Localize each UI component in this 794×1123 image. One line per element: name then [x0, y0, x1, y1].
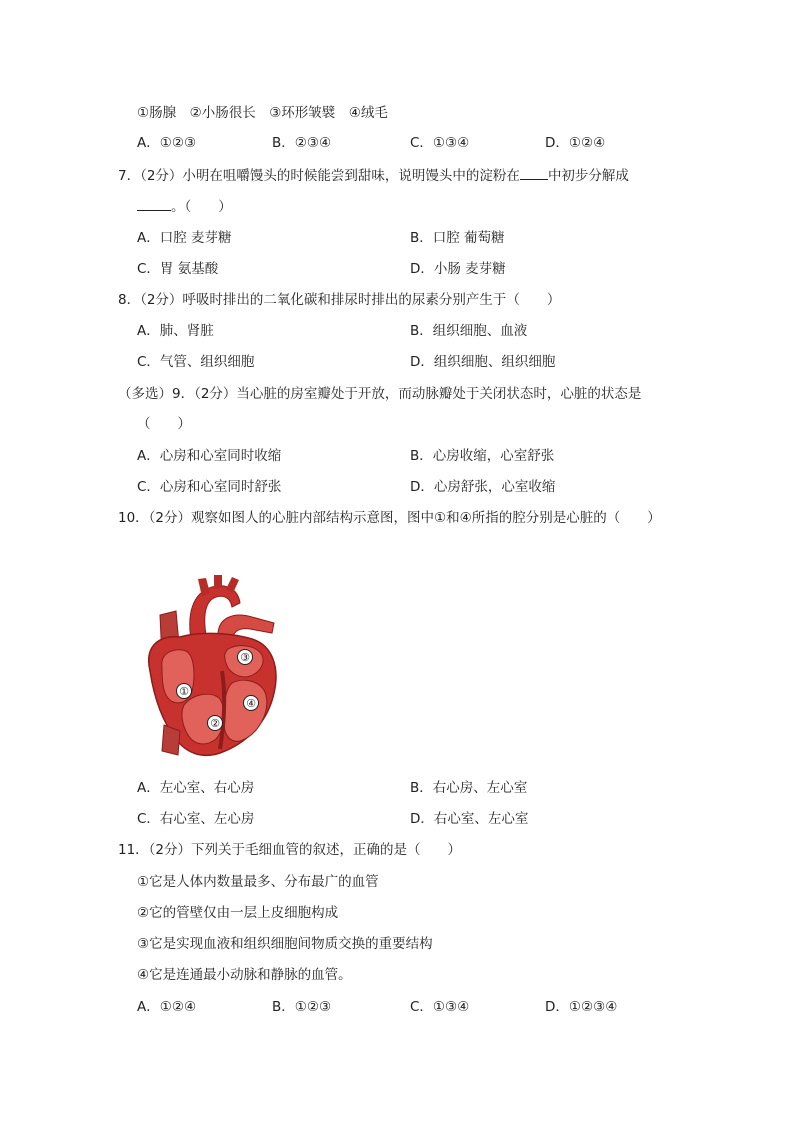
q8-option-b: B．组织细胞、血液 — [410, 323, 528, 339]
label-1-marker — [177, 684, 192, 699]
q9-option-b: B．心房收缩，心室舒张 — [410, 448, 555, 464]
q11-stem: 11．（2分）下列关于毛细血管的叙述，正确的是（ ） — [118, 842, 462, 858]
label-3: ③ — [240, 651, 250, 664]
label-1: ① — [179, 685, 189, 698]
q11-option-d: D．①②③④ — [545, 999, 618, 1015]
q9-stem: （多选）9．（2分）当心脏的房室瓣处于开放，而动脉瓣处于关闭状态时，心脏的状态是 — [118, 386, 642, 402]
q8-option-c: C．气管、组织细胞 — [137, 354, 255, 370]
q7-stem-cont — [137, 196, 232, 217]
label-2-marker — [208, 716, 223, 731]
q10-stem: 10．（2分）观察如图人的心脏内部结构示意图，图中①和④所指的腔分别是心脏的（ ） — [118, 510, 661, 526]
q7-option-c: C．胃 氨基酸 — [137, 261, 219, 277]
q11-option-b: B．①②③ — [272, 999, 332, 1015]
q6-option-a: A．①②③ — [137, 135, 197, 151]
q11-option-c: C．①③④ — [410, 999, 470, 1015]
q7-option-d: D．小肠 麦芽糖 — [410, 261, 506, 277]
q11-statement-1: ①它是人体内数量最多、分布最广的血管 — [137, 874, 379, 890]
q7-stem-b: 中初步分解成 — [547, 168, 629, 184]
q9-option-c: C．心房和心室同时舒张 — [137, 479, 282, 495]
q11-option-a: A．①②④ — [137, 999, 197, 1015]
q10-option-b: B．右心房、左心室 — [410, 780, 528, 796]
q7-stem — [118, 165, 629, 186]
artery-branch-2 — [214, 575, 222, 589]
q10-option-c: C．右心室、左心房 — [137, 811, 255, 827]
q9-stem-cont: （ ） — [137, 416, 191, 432]
label-3-marker — [238, 650, 253, 665]
heart-diagram — [140, 575, 280, 760]
q11-statement-2: ②它的管壁仅由一层上皮细胞构成 — [137, 905, 339, 921]
q7-blank-1 — [520, 165, 548, 180]
inferior-vena-cava-shape — [162, 725, 180, 755]
q7-stem-a: 7．（2分）小明在咀嚼馒头的时候能尝到甜味，说明馒头中的淀粉在 — [118, 168, 520, 184]
q10-option-d: D．右心室、左心室 — [410, 811, 529, 827]
label-4-marker — [244, 696, 259, 711]
q8-stem: 8．（2分）呼吸时排出的二氧化碳和排尿时排出的尿素分别产生于（ ） — [118, 292, 561, 308]
q7-blank-2 — [137, 196, 171, 211]
q7-option-b: B．口腔 葡萄糖 — [410, 230, 505, 246]
q6-option-c: C．①③④ — [410, 135, 470, 151]
q6-option-b: B．②③④ — [272, 135, 332, 151]
label-2: ② — [210, 717, 220, 730]
q7-option-a: A．口腔 麦芽糖 — [137, 230, 232, 246]
q11-statement-3: ③它是实现血液和组织细胞间物质交换的重要结构 — [137, 936, 433, 952]
q6-option-d: D．①②④ — [545, 135, 606, 151]
q10-option-a: A．左心室、右心房 — [137, 780, 255, 796]
q9-option-d: D．心房舒张，心室收缩 — [410, 479, 556, 495]
q6-items: ①肠腺 ②小肠很长 ③环形皱襞 ④绒毛 — [137, 105, 388, 121]
q11-statement-4: ④它是连通最小动脉和静脉的血管。 — [137, 967, 352, 983]
left-ventricle-chamber — [224, 680, 267, 741]
q9-option-a: A．心房和心室同时收缩 — [137, 448, 282, 464]
q7-stem-c: 。（ ） — [171, 199, 232, 215]
label-4: ④ — [246, 697, 256, 710]
q8-option-a: A．肺、肾脏 — [137, 323, 214, 339]
q8-option-d: D．组织细胞、组织细胞 — [410, 354, 556, 370]
